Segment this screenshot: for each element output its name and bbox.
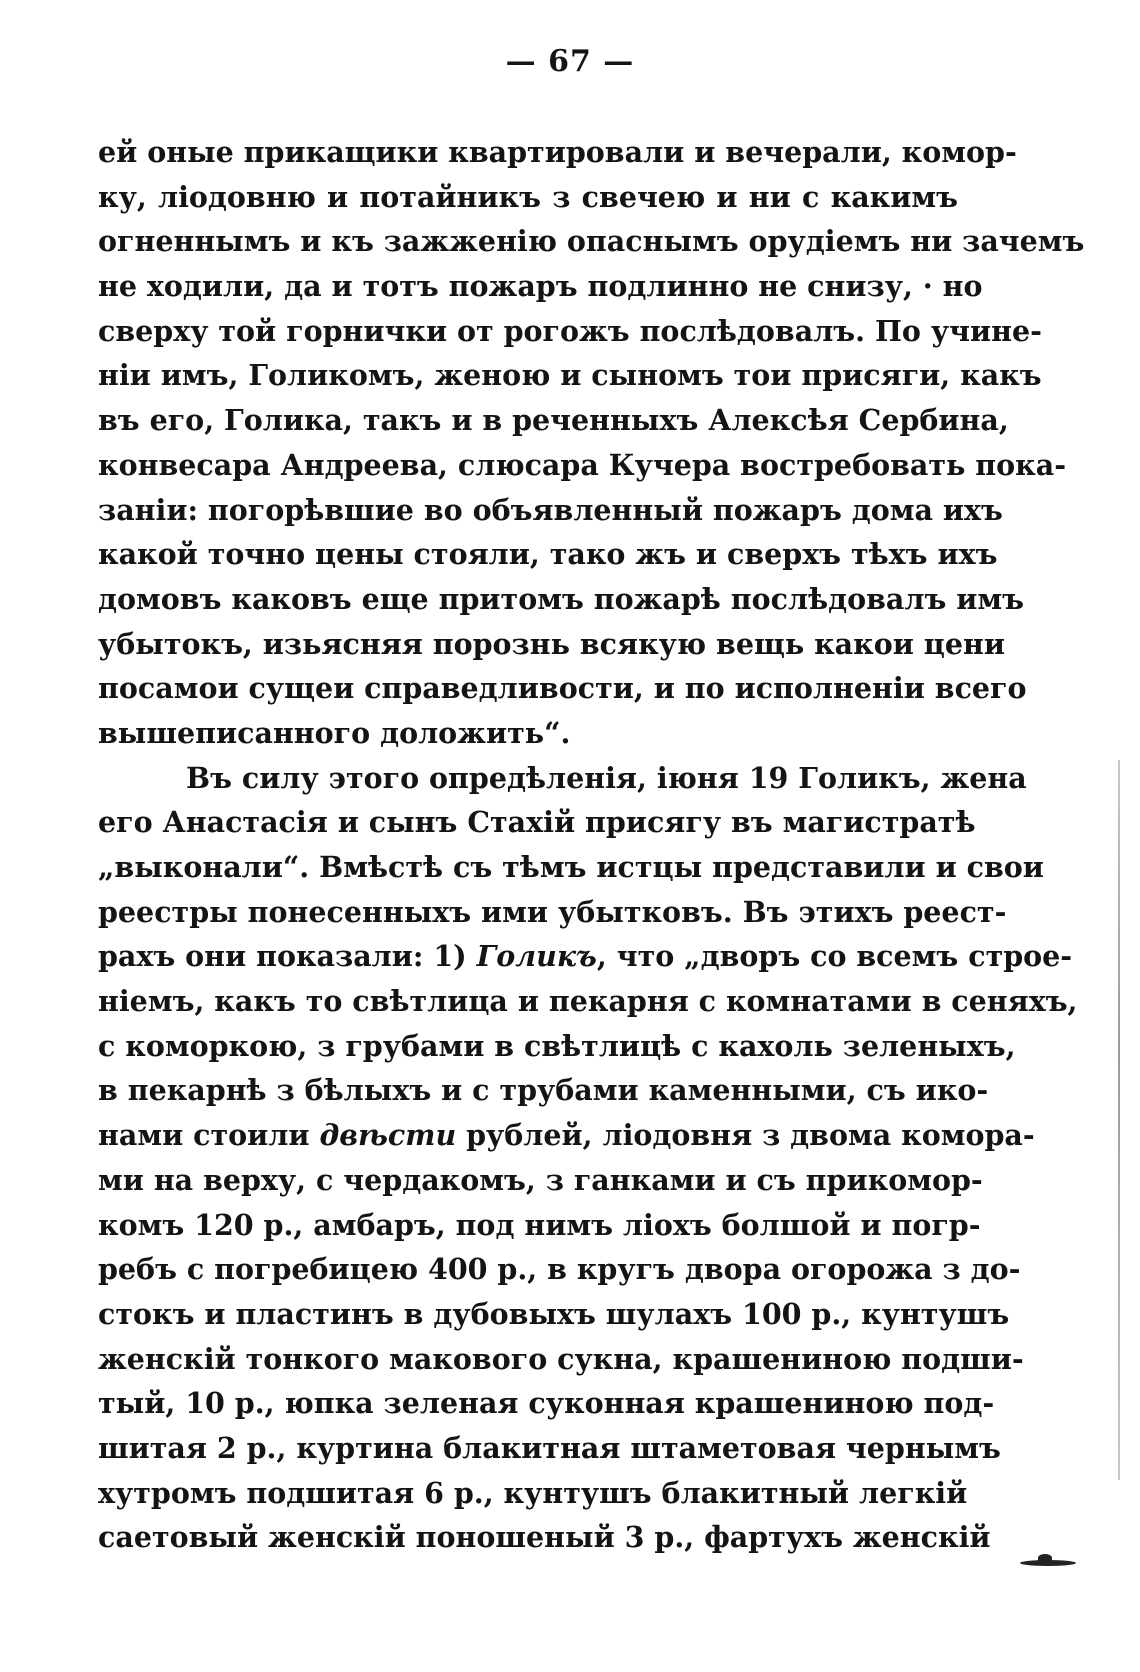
text-line: шитая 2 р., куртина блакитная штаметовая чернымъ [98,1430,1001,1465]
text-line: ку, ліодовню и потайникъ з свечею и ни с какимъ [98,179,958,214]
text-line: стокъ и пластинъ в дубовыхъ шулахъ 100 р., кунтушъ [98,1296,1010,1331]
text-line: вышеписанного доложить“. [98,715,571,750]
decorative-mark-icon [1020,1560,1076,1566]
text-line: реестры понесенныхъ ими убытковъ. Въ этихъ реест- [98,894,1007,929]
text-line: хутромъ подшитая 6 р., кунтушъ блакитный легкій [98,1475,968,1510]
text-line: ребъ с погребицею 400 р., в кругъ двора огорожа з до- [98,1252,1021,1287]
text-line: какой точно цены стояли, тако жъ и сверхъ тѣхъ ихъ [98,537,998,572]
text-line: домовъ каковъ еще притомъ пожарѣ послѣдовалъ имъ [98,581,1025,616]
text-line: его Анастасія и сынъ Стахій присягу въ магистратѣ [98,805,976,840]
text-line: тый, 10 р., юпка зеленая суконная крашениною под- [98,1386,995,1421]
italic-word-dvesti: двѣсти [319,1118,457,1153]
text-line: убытокъ, изьясняя порознь всякую вещь какои цени [98,626,1005,661]
text-line: с коморкою, з грубами в свѣтлицѣ с кахоль зеленыхъ, [98,1028,1016,1063]
text-line: саетовый женскій поношеный 3 р., фартухъ женскій [98,1520,991,1555]
text-line: женскій тонкого макового сукна, крашениною подши- [98,1341,1024,1376]
text-line: заніи: погорѣвшие во объявленный пожаръ дома ихъ [98,492,1003,527]
text-line: не ходили, да и тотъ пожаръ подлинно не снизу, · но [98,269,983,304]
text-segment: нами стоили [98,1118,310,1153]
text-line: ми на верху, с чердакомъ, з ганками и съ прикомор- [98,1162,983,1197]
text-line: огненнымъ и къ зажженію опаснымъ орудіемъ ни зачемъ [98,224,1085,259]
text-line: сверху той горнички от рогожъ послѣдовалъ. По учине- [98,313,1042,348]
text-line: ніи имъ, Голикомъ, женою и сыномъ тои присяги, какъ [98,358,1042,393]
italic-name-golik: Голикъ [476,939,597,974]
scan-edge-rule [1118,760,1120,1480]
text-line-mixed [98,1113,1035,1158]
text-line: конвесара Андреева, слюсара Кучера востребовать пока- [98,447,1067,482]
text-segment: рублей, ліодовня з двома комора- [466,1118,1035,1153]
text-line: в пекарнѣ з бѣлыхъ и с трубами каменными, съ ико- [98,1073,989,1108]
page-number: — 67 — [505,44,635,79]
text-segment: рахъ они показали: 1) [98,939,467,974]
text-line: посамои сущеи справедливости, и по исполненіи всего [98,671,1027,706]
text-segment: , что „дворъ со всемъ строе- [596,939,1073,974]
text-line: „выконали“. Вмѣстѣ съ тѣмъ истцы представили и свои [98,850,1044,884]
text-line: ей оные прикащики квартировали и вечерали, комор- [98,135,1017,169]
text-line: ніемъ, какъ то свѣтлица и пекарня с комнатами в сеняхъ, [98,984,1078,1019]
body-text [98,130,1085,1560]
text-line-mixed [98,934,1073,979]
text-line: въ его, Голика, такъ и в реченныхъ Алексѣя Сербина, [98,403,1009,438]
paragraph-start-line: Въ силу этого опредѣленія, іюня 19 Голикъ, жена [186,760,1027,795]
text-line: комъ 120 р., амбаръ, под нимъ ліохъ болшой и погр- [98,1207,981,1242]
